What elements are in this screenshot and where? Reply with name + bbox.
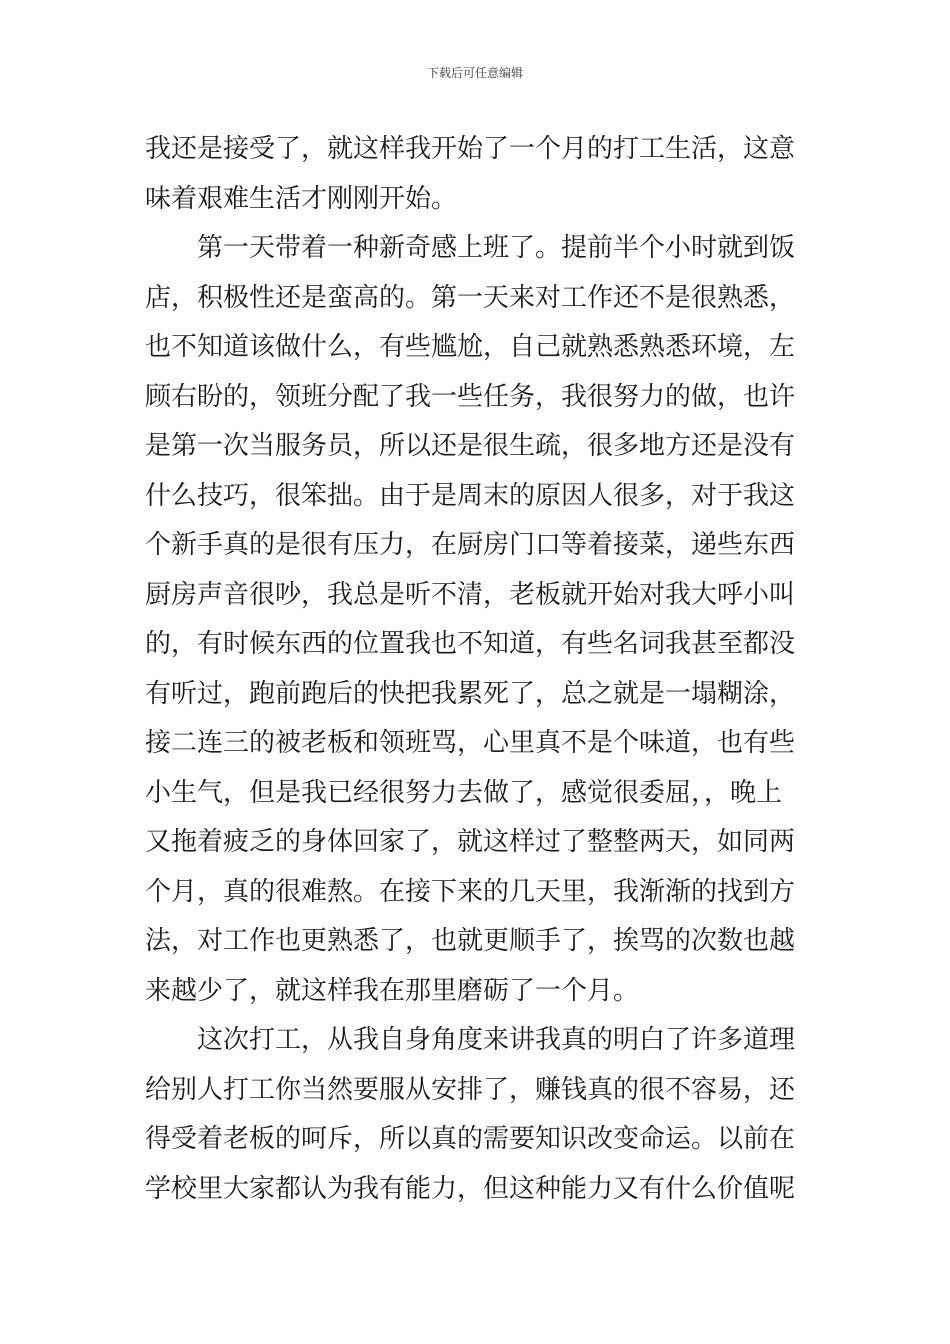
text-line: 什么技巧，很笨拙。由于是周末的原因人很多，对于我这: [145, 480, 796, 511]
text-line: 我还是接受了，就这样我开始了一个月的打工生活，这意: [145, 134, 796, 164]
text-line: 个新手真的是很有压力，在厨房门口等着接菜，递些东西: [145, 530, 796, 560]
text-line: 顾右盼的，领班分配了我一些任务，我很努力的做，也许: [145, 381, 796, 412]
text-line: 店，积极性还是蛮高的。第一天来对工作还不是很熟悉，: [145, 282, 796, 313]
text-line: 小生气，但是我已经很努力去做了，感觉很委屈，，晚上: [145, 777, 783, 808]
text-line: 个月，真的很难熬。在接下来的几天里，我渐渐的找到方: [145, 876, 796, 907]
text-line: 学校里大家都认为我有能力，但这种能力又有什么价值呢: [145, 1173, 796, 1204]
text-line: 接二连三的被老板和领班骂，心里真不是个味道，也有些: [145, 728, 796, 758]
document-body: [145, 125, 810, 1214]
text-line: 是第一次当服务员，所以还是很生疏，很多地方还是没有: [145, 431, 796, 461]
text-line: 来越少了，就这样我在那里磨砺了一个月。: [145, 975, 640, 1006]
text-line: 也不知道该做什么，有些尴尬，自己就熟悉熟悉环境，左: [145, 332, 796, 362]
text-line: 的，有时候东西的位置我也不知道，有些名词我甚至都没: [145, 629, 796, 659]
text-line: 有听过，跑前跑后的快把我累死了，总之就是一塌糊涂，: [145, 678, 796, 709]
page-header: 下载后可任意编辑: [426, 66, 523, 80]
text-line: 第一天带着一种新奇感上班了。提前半个小时就到饭: [197, 233, 796, 263]
text-line: 又拖着疲乏的身体回家了，就这样过了整整两天，如同两: [145, 827, 796, 857]
text-line: 这次打工，从我自身角度来讲我真的明白了许多道理: [197, 1025, 796, 1055]
text-line: 给别人打工你当然要服从安排了，赚钱真的很不容易，还: [145, 1074, 796, 1105]
text-line: 味着艰难生活才刚刚开始。: [145, 183, 458, 214]
text-line: 得受着老板的呵斥，所以真的需要知识改变命运。以前在: [145, 1124, 796, 1154]
text-line: 厨房声音很吵，我总是听不清，老板就开始对我大呼小叫: [145, 579, 796, 610]
text-line: 法，对工作也更熟悉了，也就更顺手了，挨骂的次数也越: [145, 926, 796, 956]
